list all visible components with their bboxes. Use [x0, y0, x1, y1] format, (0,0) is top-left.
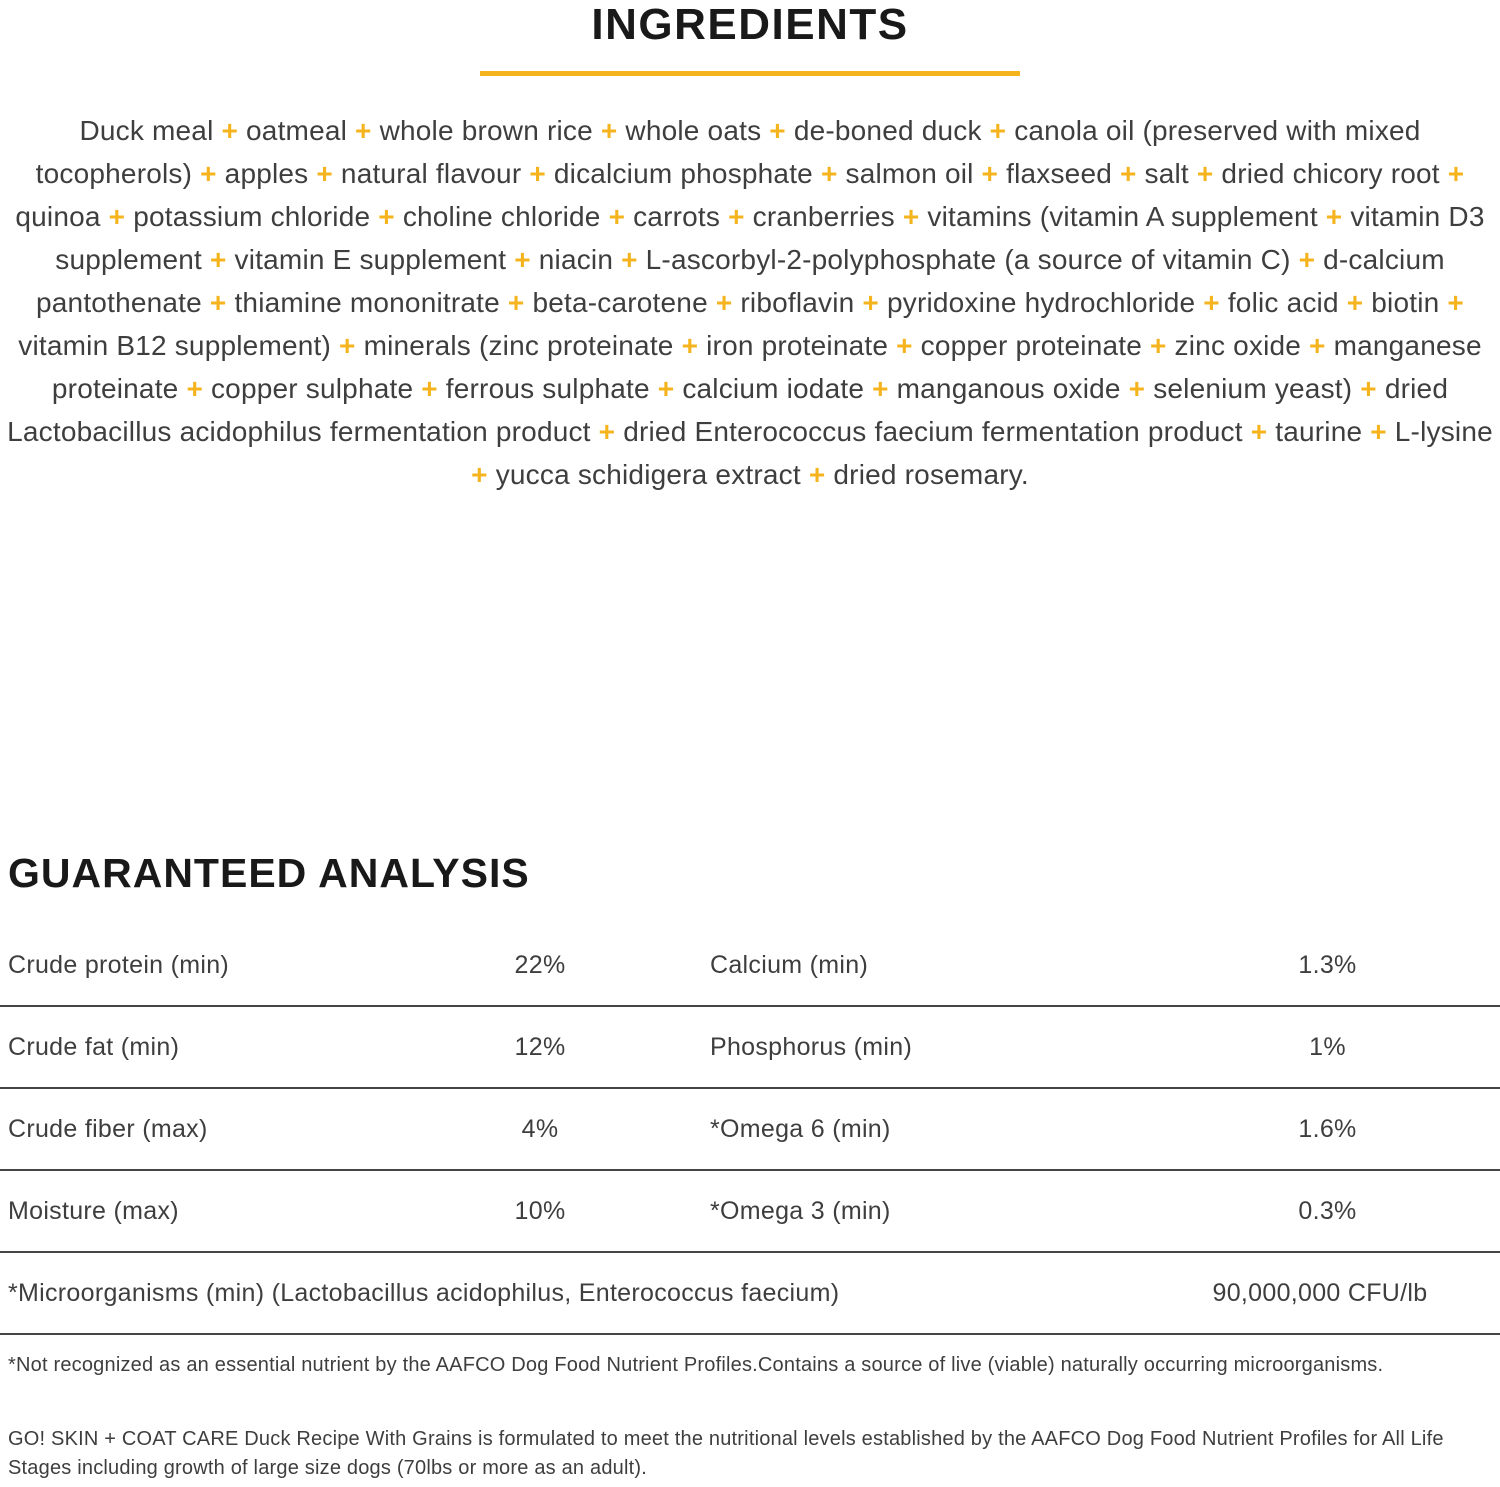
plus-separator-icon: + [210, 244, 227, 275]
ingredient-item: biotin [1371, 287, 1440, 318]
guaranteed-analysis-title: GUARANTEED ANALYSIS [8, 850, 530, 896]
nutrient-label: Calcium (min) [710, 950, 869, 979]
plus-separator-icon: + [808, 459, 826, 490]
ingredient-item: canola oil (preserved with mixed tocopherols) [35, 115, 1421, 189]
ingredient-item: d-calcium pantothenate [36, 244, 1445, 318]
plus-separator-icon: + [1360, 373, 1377, 404]
plus-separator-icon: + [902, 201, 920, 232]
ingredient-item: quinoa [15, 201, 101, 232]
ingredient-item: niacin [538, 244, 614, 275]
plus-separator-icon: + [1150, 330, 1167, 361]
ingredient-item: vitamin E supplement [234, 244, 507, 275]
ingredient-item: dried chicory root [1221, 158, 1440, 189]
plus-separator-icon: + [1298, 244, 1316, 275]
plus-separator-icon: + [355, 115, 372, 146]
plus-separator-icon: + [728, 201, 745, 232]
table-row [0, 1007, 1500, 1087]
plus-separator-icon: + [769, 115, 786, 146]
ingredient-item: iron proteinate [706, 330, 889, 361]
nutrient-value: 12% [514, 1032, 566, 1061]
plus-separator-icon: + [1128, 373, 1146, 404]
plus-separator-icon: + [1447, 158, 1465, 189]
ingredient-item: apples [224, 158, 309, 189]
plus-separator-icon: + [507, 287, 525, 318]
nutrient-label: Crude protein (min) [8, 950, 230, 979]
ingredient-item: pyridoxine hydrochloride [886, 287, 1196, 318]
ingredient-item: dried Lactobacillus acidophilus fermentation product [7, 373, 1449, 447]
ingredient-item: carrots [633, 201, 721, 232]
plus-separator-icon: + [339, 330, 356, 361]
plus-separator-icon: + [608, 201, 626, 232]
ingredients-section [0, 0, 1500, 496]
ingredient-item: whole oats [625, 115, 762, 146]
plus-separator-icon: + [221, 115, 239, 146]
ingredient-item: taurine [1275, 416, 1363, 447]
plus-separator-icon: + [657, 373, 675, 404]
plus-separator-icon: + [600, 115, 618, 146]
table-row [0, 1171, 1500, 1251]
plus-separator-icon: + [715, 287, 733, 318]
nutrient-label: Crude fat (min) [8, 1032, 180, 1061]
nutrient-label: *Microorganisms (min) (Lactobacillus acidophilus, Enterococcus faecium) [8, 1278, 840, 1307]
ingredient-item: manganous oxide [896, 373, 1121, 404]
ingredient-item: riboflavin [740, 287, 855, 318]
row-divider [0, 1333, 1500, 1335]
table-row-microorganisms [0, 1253, 1500, 1333]
nutrient-value: 1.6% [1298, 1114, 1357, 1143]
guaranteed-analysis-section [0, 850, 1500, 1483]
ingredient-item: flaxseed [1006, 158, 1112, 189]
plus-separator-icon: + [1250, 416, 1268, 447]
ingredient-item: beta-carotene [532, 287, 708, 318]
ingredient-item: dried rosemary. [833, 459, 1029, 490]
plus-separator-icon: + [1325, 201, 1343, 232]
ingredient-item: oatmeal [246, 115, 348, 146]
ingredients-paragraph [5, 109, 1495, 496]
nutrient-label: *Omega 6 (min) [710, 1114, 891, 1143]
plus-separator-icon: + [1309, 330, 1326, 361]
ingredient-item: copper proteinate [920, 330, 1143, 361]
plus-separator-icon: + [681, 330, 699, 361]
plus-separator-icon: + [820, 158, 838, 189]
plus-separator-icon: + [471, 459, 488, 490]
plus-separator-icon: + [421, 373, 438, 404]
plus-separator-icon: + [200, 158, 217, 189]
ingredient-item: selenium yeast) [1153, 373, 1353, 404]
table-row [0, 1089, 1500, 1169]
plus-separator-icon: + [896, 330, 913, 361]
ingredient-item: cranberries [752, 201, 895, 232]
plus-separator-icon: + [989, 115, 1007, 146]
footnote-aafco-note: *Not recognized as an essential nutrient by the AAFCO Dog Food Nutrient Profiles.Contains a source of live (viable) naturally occurring microorganisms. [8, 1354, 1384, 1376]
ingredient-item: choline chloride [402, 201, 601, 232]
plus-separator-icon: + [529, 158, 546, 189]
plus-separator-icon: + [108, 201, 126, 232]
plus-separator-icon: + [1346, 287, 1364, 318]
ingredient-item: whole brown rice [379, 115, 593, 146]
plus-separator-icon: + [621, 244, 638, 275]
nutrient-value: 0.3% [1298, 1196, 1357, 1225]
ingredient-item: ferrous sulphate [445, 373, 650, 404]
footnotes [0, 1351, 1500, 1483]
ingredient-item: copper sulphate [210, 373, 414, 404]
ingredient-item: dicalcium phosphate [553, 158, 813, 189]
ingredients-title: INGREDIENTS [591, 0, 909, 49]
ingredient-item: vitamins (vitamin A supplement [927, 201, 1318, 232]
nutrient-label: Phosphorus (min) [710, 1032, 913, 1061]
plus-separator-icon: + [1203, 287, 1220, 318]
plus-separator-icon: + [209, 287, 227, 318]
ingredient-item: yucca schidigera extract [495, 459, 801, 490]
ingredient-item: vitamin B12 supplement) [18, 330, 332, 361]
nutrient-value: 4% [521, 1114, 559, 1143]
plus-separator-icon: + [862, 287, 879, 318]
nutrient-value: 1% [1309, 1032, 1346, 1061]
plus-separator-icon: + [378, 201, 395, 232]
plus-separator-icon: + [514, 244, 531, 275]
nutrient-label: *Omega 3 (min) [710, 1196, 891, 1225]
plus-separator-icon: + [981, 158, 999, 189]
table-row [0, 925, 1500, 1005]
ingredient-item: de-boned duck [793, 115, 982, 146]
ingredient-item: zinc oxide [1174, 330, 1302, 361]
ingredient-item: vitamin D3 supplement [55, 201, 1485, 275]
plus-separator-icon: + [1370, 416, 1387, 447]
nutrient-value: 22% [514, 950, 566, 979]
title-underline [480, 71, 1020, 76]
plus-separator-icon: + [1196, 158, 1214, 189]
plus-separator-icon: + [872, 373, 889, 404]
ingredient-item: salt [1144, 158, 1189, 189]
ingredient-item: L-ascorbyl-2-polyphosphate (a source of vitamin C) [645, 244, 1291, 275]
ingredient-item: folic acid [1227, 287, 1339, 318]
plus-separator-icon: + [598, 416, 616, 447]
ingredient-item: Duck meal [79, 115, 214, 146]
ingredient-item: calcium iodate [682, 373, 865, 404]
plus-separator-icon: + [186, 373, 203, 404]
ingredient-item: salmon oil [845, 158, 974, 189]
ingredient-item: minerals (zinc proteinate [363, 330, 674, 361]
ingredient-item: manganese proteinate [51, 330, 1482, 404]
analysis-table [0, 925, 1500, 1335]
ingredient-item: potassium chloride [133, 201, 371, 232]
plus-separator-icon: + [1119, 158, 1137, 189]
nutrient-value: 90,000,000 CFU/lb [1212, 1278, 1428, 1307]
ingredient-item: dried Enterococcus faecium fermentation product [623, 416, 1243, 447]
footnote-formulation-statement: GO! SKIN + COAT CARE Duck Recipe With Grains is formulated to meet the nutritional levels established by the AAFCO Dog Food Nutrient Profiles for All Life Stages including growth of large size dogs (70lbs or more as an adult). [8, 1428, 1444, 1479]
nutrient-label: Moisture (max) [8, 1196, 179, 1225]
nutrient-value: 10% [514, 1196, 566, 1225]
nutrient-label: Crude fiber (max) [8, 1114, 208, 1143]
plus-separator-icon: + [316, 158, 333, 189]
nutrient-value: 1.3% [1298, 950, 1357, 979]
ingredient-item: L-lysine [1394, 416, 1493, 447]
ingredient-item: natural flavour [340, 158, 522, 189]
ingredient-item: thiamine mononitrate [234, 287, 500, 318]
plus-separator-icon: + [1447, 287, 1464, 318]
